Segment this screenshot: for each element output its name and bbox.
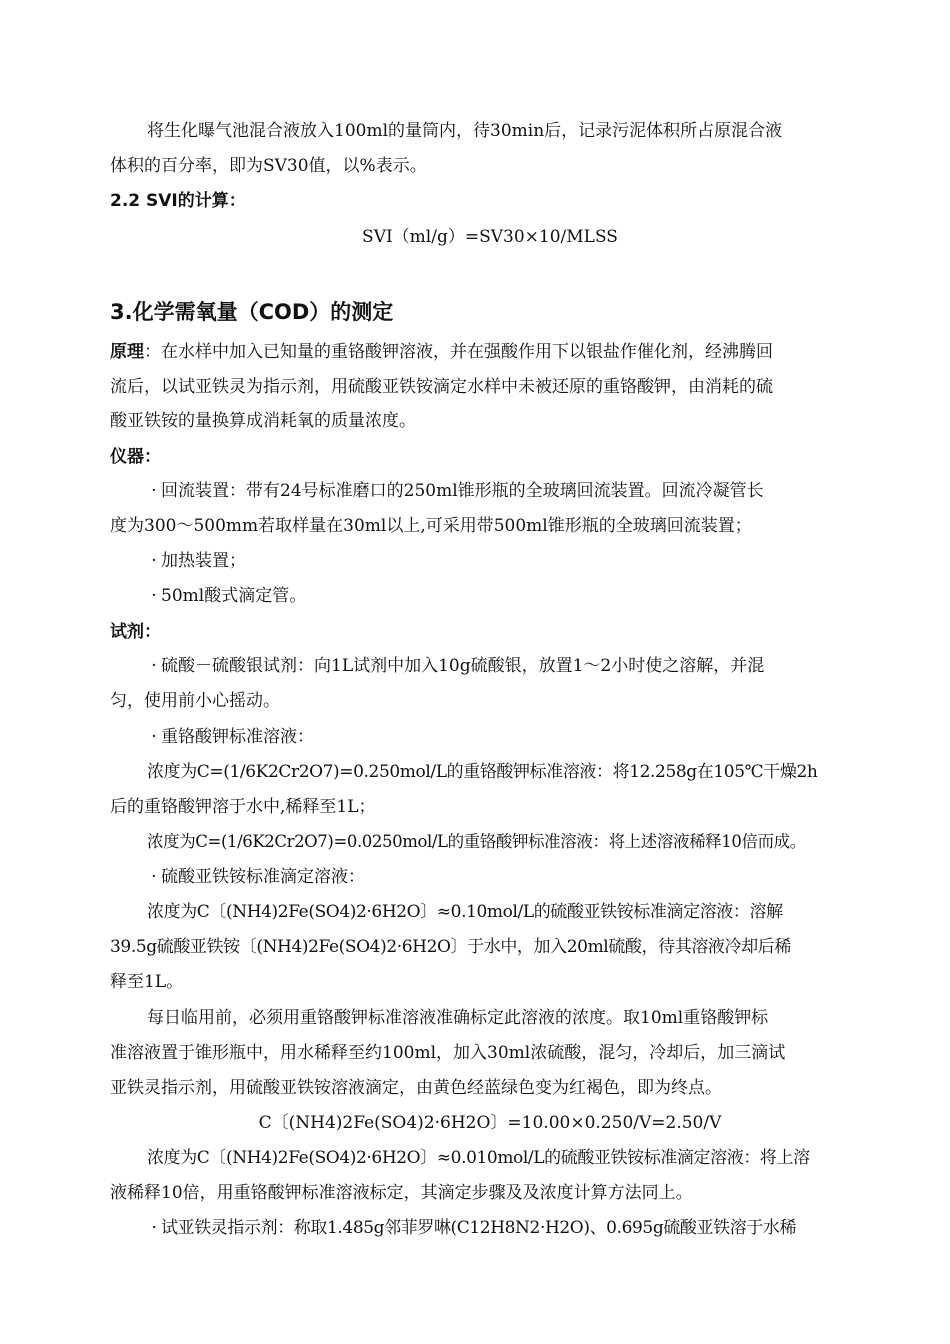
reagent-dichromate-a-line-1: 浓度为C=(1/6K2Cr2O7)=0.250mol/L的重铬酸钾标准溶液：将12.258g在105℃干燥2h (147, 762, 818, 782)
reagent-fas-a-line-1: 浓度为C〔(NH4)2Fe(SO4)2·6H2O〕≈0.10mol/L的硫酸亚铁铵标准滴定溶液：溶解 (147, 902, 783, 922)
instrument-burette (147, 585, 870, 607)
bullet-icon: · (151, 551, 157, 571)
reagent-agso4-text: 硫酸－硫酸银试剂：向1L试剂中加入10g硫酸银，放置1～2小时使之溶解，并混 (161, 656, 765, 676)
principle-label: 原理 (110, 342, 144, 362)
bullet-icon: · (151, 656, 157, 676)
instrument-heating (147, 550, 870, 572)
cod-heading: 3.化学需氧量（COD）的测定 (110, 300, 394, 324)
instrument-burette-text: 50ml酸式滴定管。 (161, 586, 307, 606)
calibration-line-1: 每日临用前，必须用重铬酸钾标准溶液准确标定此溶液的浓度。取10ml重铬酸钾标 (147, 1008, 769, 1028)
calibration-formula: C〔(NH4)2Fe(SO4)2·6H2O〕=10.00×0.250/V=2.50/V (258, 1113, 722, 1133)
instrument-heating-text: 加热装置； (161, 551, 246, 571)
reagent-dichromate-a-line-2: 后的重铬酸钾溶于水中,稀释至1L； (110, 797, 376, 817)
bullet-icon: · (151, 586, 157, 606)
reagent-ferroin-text: 试亚铁灵指示剂：称取1.485g邻菲罗啉(C12H8N2·H2O)、0.695g硫酸亚铁溶于水稀 (161, 1218, 797, 1238)
svi-heading: 2.2 SVI的计算： (110, 191, 246, 211)
principle-text: ：在水样中加入已知量的重铬酸钾溶液，并在强酸作用下以银盐作催化剂，经沸腾回 (144, 342, 773, 362)
sv30-paragraph-line-2: 体积的百分率，即为SV30值，以%表示。 (110, 156, 427, 176)
bullet-icon: · (151, 1218, 157, 1238)
instrument-reflux-text: 回流装置：带有24号标准磨口的250ml锥形瓶的全玻璃回流装置。回流冷凝管长 (161, 481, 764, 501)
svi-formula: SVI（ml/g）=SV30×10/MLSS (362, 227, 618, 247)
principle-line-3: 酸亚铁铵的量换算成消耗氧的质量浓度。 (110, 411, 416, 431)
calibration-line-3: 亚铁灵指示剂，用硫酸亚铁铵溶液滴定，由黄色经蓝绿色变为红褐色，即为终点。 (110, 1078, 722, 1098)
instrument-reflux-line-1 (147, 480, 870, 502)
reagent-dichromate-b: 浓度为C=(1/6K2Cr2O7)=0.0250mol/L的重铬酸钾标准溶液：将上述溶液稀释10倍而成。 (147, 832, 806, 851)
reagent-fas-title-text: 硫酸亚铁铵标准滴定溶液： (161, 867, 365, 887)
reagent-dichromate-title (147, 726, 870, 748)
reagent-agso4-line-2: 匀，使用前小心摇动。 (110, 691, 280, 711)
reagent-fas-b-line-2: 液稀释10倍，用重铬酸钾标准溶液标定，其滴定步骤及及浓度计算方法同上。 (110, 1183, 693, 1203)
sv30-paragraph-line-1: 将生化曝气池混合液放入100ml的量筒内，待30min后，记录污泥体积所占原混合液 (147, 121, 783, 141)
reagent-agso4-line-1 (147, 655, 870, 677)
bullet-icon: · (151, 481, 157, 501)
reagents-label: 试剂： (110, 622, 161, 642)
principle-line-2: 流后，以试亚铁灵为指示剂，用硫酸亚铁铵滴定水样中未被还原的重铬酸钾，由消耗的硫 (110, 377, 773, 397)
instrument-reflux-line-2: 度为300～500mm若取样量在30ml以上,可采用带500ml锥形瓶的全玻璃回流装置； (110, 516, 752, 536)
bullet-icon: · (151, 727, 157, 747)
reagent-fas-title (147, 866, 870, 888)
calibration-line-2: 准溶液置于锥形瓶中，用水稀释至约100ml，加入30ml浓硫酸，混匀，冷却后，加三滴试 (110, 1043, 786, 1063)
reagent-fas-b-line-1: 浓度为C〔(NH4)2Fe(SO4)2·6H2O〕≈0.010mol/L的硫酸亚铁铵标准滴定溶液：将上溶 (147, 1148, 810, 1168)
reagent-fas-a-line-2: 39.5g硫酸亚铁铵〔(NH4)2Fe(SO4)2·6H2O〕于水中，加入20ml硫酸，待其溶液冷却后稀 (110, 937, 791, 957)
bullet-icon: · (151, 867, 157, 887)
instruments-label: 仪器： (110, 447, 161, 467)
reagent-ferroin-line-1 (147, 1217, 870, 1239)
reagent-dichromate-title-text: 重铬酸钾标准溶液： (161, 727, 314, 747)
reagent-fas-a-line-3: 释至1L。 (110, 972, 184, 992)
principle-line-1 (110, 341, 870, 363)
